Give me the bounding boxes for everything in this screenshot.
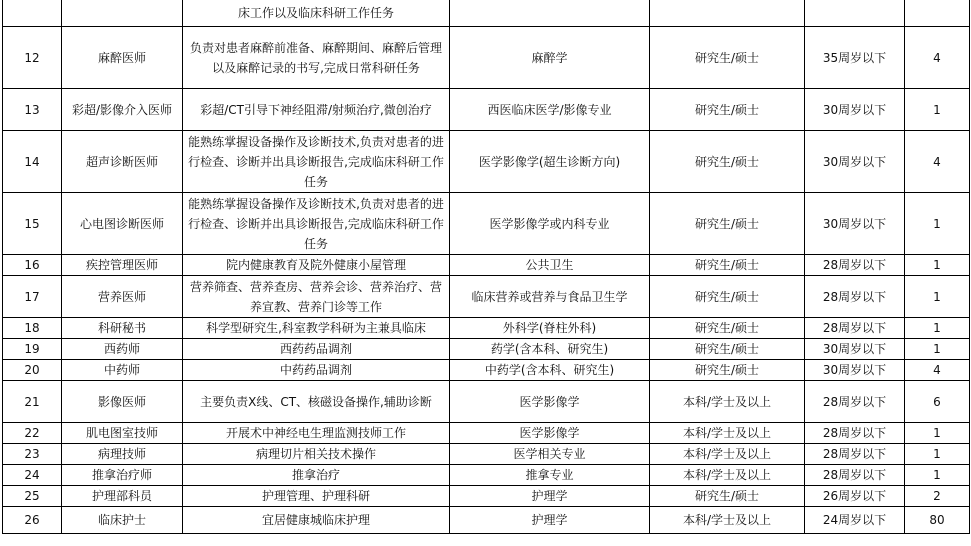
job-education: 研究生/硕士 — [650, 276, 805, 318]
job-number — [3, 0, 62, 27]
job-duty: 彩超/CT引导下神经阻滞/射频治疗,微创治疗 — [183, 89, 450, 131]
job-age-limit: 28周岁以下 — [805, 444, 905, 465]
table-row — [3, 193, 970, 255]
job-table-body — [3, 0, 970, 534]
job-major: 麻醉学 — [450, 27, 650, 89]
job-major: 中药学(含本科、研究生) — [450, 360, 650, 381]
job-headcount: 6 — [905, 381, 970, 423]
job-duty: 护理管理、护理科研 — [183, 486, 450, 507]
table-row — [3, 465, 970, 486]
job-education: 本科/学士及以上 — [650, 381, 805, 423]
job-duty: 床工作以及临床科研工作任务 — [183, 0, 450, 27]
job-title: 推拿治疗师 — [62, 465, 183, 486]
job-education: 研究生/硕士 — [650, 27, 805, 89]
job-title: 西药师 — [62, 339, 183, 360]
job-title: 营养医师 — [62, 276, 183, 318]
job-title: 临床护士 — [62, 507, 183, 534]
job-major: 临床营养或营养与食品卫生学 — [450, 276, 650, 318]
job-age-limit: 28周岁以下 — [805, 381, 905, 423]
job-headcount: 1 — [905, 89, 970, 131]
job-headcount: 1 — [905, 276, 970, 318]
job-duty: 推拿治疗 — [183, 465, 450, 486]
job-age-limit: 26周岁以下 — [805, 486, 905, 507]
job-major: 医学相关专业 — [450, 444, 650, 465]
job-number: 19 — [3, 339, 62, 360]
job-major: 医学影像学(超生诊断方向) — [450, 131, 650, 193]
job-headcount: 80 — [905, 507, 970, 534]
job-duty: 西药药品调剂 — [183, 339, 450, 360]
job-age-limit: 24周岁以下 — [805, 507, 905, 534]
job-education: 本科/学士及以上 — [650, 444, 805, 465]
table-row — [3, 507, 970, 534]
job-education: 研究生/硕士 — [650, 360, 805, 381]
job-duty: 营养筛查、营养查房、营养会诊、营养治疗、营养宣教、营养门诊等工作 — [183, 276, 450, 318]
job-education: 研究生/硕士 — [650, 255, 805, 276]
job-duty: 院内健康教育及院外健康小屋管理 — [183, 255, 450, 276]
job-education: 研究生/硕士 — [650, 339, 805, 360]
job-title: 超声诊断医师 — [62, 131, 183, 193]
table-row — [3, 131, 970, 193]
job-duty: 能熟练掌握设备操作及诊断技术,负责对患者的进行检查、诊断并出具诊断报告,完成临床科研工作任务 — [183, 131, 450, 193]
job-duty: 中药药品调剂 — [183, 360, 450, 381]
job-headcount: 4 — [905, 131, 970, 193]
job-major — [450, 0, 650, 27]
job-duty: 开展术中神经电生理监测技师工作 — [183, 423, 450, 444]
table-row — [3, 89, 970, 131]
job-major: 推拿专业 — [450, 465, 650, 486]
job-major: 外科学(脊柱外科) — [450, 318, 650, 339]
job-duty: 宜居健康城临床护理 — [183, 507, 450, 534]
job-headcount: 1 — [905, 423, 970, 444]
job-major: 医学影像学 — [450, 423, 650, 444]
job-duty: 病理切片相关技术操作 — [183, 444, 450, 465]
job-number: 12 — [3, 27, 62, 89]
job-age-limit: 28周岁以下 — [805, 465, 905, 486]
job-number: 21 — [3, 381, 62, 423]
table-row — [3, 0, 970, 27]
job-age-limit: 30周岁以下 — [805, 131, 905, 193]
table-row — [3, 318, 970, 339]
job-major: 医学影像学 — [450, 381, 650, 423]
job-age-limit — [805, 0, 905, 27]
table-row — [3, 423, 970, 444]
job-education: 本科/学士及以上 — [650, 423, 805, 444]
job-headcount — [905, 0, 970, 27]
job-number: 24 — [3, 465, 62, 486]
job-number: 15 — [3, 193, 62, 255]
job-number: 18 — [3, 318, 62, 339]
job-education — [650, 0, 805, 27]
job-age-limit: 28周岁以下 — [805, 318, 905, 339]
job-major: 药学(含本科、研究生) — [450, 339, 650, 360]
job-headcount: 1 — [905, 339, 970, 360]
job-title: 护理部科员 — [62, 486, 183, 507]
job-number: 26 — [3, 507, 62, 534]
job-duty: 科学型研究生,科室教学科研为主兼具临床 — [183, 318, 450, 339]
job-title: 影像医师 — [62, 381, 183, 423]
job-number: 20 — [3, 360, 62, 381]
job-title: 心电图诊断医师 — [62, 193, 183, 255]
job-title — [62, 0, 183, 27]
job-education: 研究生/硕士 — [650, 89, 805, 131]
job-headcount: 1 — [905, 465, 970, 486]
job-major: 护理学 — [450, 486, 650, 507]
job-education: 本科/学士及以上 — [650, 507, 805, 534]
job-age-limit: 28周岁以下 — [805, 255, 905, 276]
job-number: 23 — [3, 444, 62, 465]
job-headcount: 1 — [905, 318, 970, 339]
job-age-limit: 35周岁以下 — [805, 27, 905, 89]
job-education: 研究生/硕士 — [650, 486, 805, 507]
table-row — [3, 381, 970, 423]
job-education: 研究生/硕士 — [650, 318, 805, 339]
job-number: 13 — [3, 89, 62, 131]
job-age-limit: 30周岁以下 — [805, 360, 905, 381]
job-headcount: 4 — [905, 360, 970, 381]
job-education: 研究生/硕士 — [650, 193, 805, 255]
job-headcount: 4 — [905, 27, 970, 89]
job-title: 中药师 — [62, 360, 183, 381]
job-age-limit: 30周岁以下 — [805, 89, 905, 131]
job-age-limit: 28周岁以下 — [805, 276, 905, 318]
job-title: 彩超/影像介入医师 — [62, 89, 183, 131]
table-row — [3, 486, 970, 507]
job-headcount: 2 — [905, 486, 970, 507]
table-row — [3, 444, 970, 465]
table-row — [3, 255, 970, 276]
job-headcount: 1 — [905, 255, 970, 276]
job-title: 麻醉医师 — [62, 27, 183, 89]
job-number: 17 — [3, 276, 62, 318]
job-education: 研究生/硕士 — [650, 131, 805, 193]
job-title: 病理技师 — [62, 444, 183, 465]
job-age-limit: 30周岁以下 — [805, 193, 905, 255]
job-age-limit: 28周岁以下 — [805, 423, 905, 444]
job-number: 22 — [3, 423, 62, 444]
job-table — [2, 0, 970, 534]
job-duty: 负责对患者麻醉前准备、麻醉期间、麻醉后管理以及麻醉记录的书写,完成日常科研任务 — [183, 27, 450, 89]
job-education: 本科/学士及以上 — [650, 465, 805, 486]
table-row — [3, 276, 970, 318]
job-duty: 能熟练掌握设备操作及诊断技术,负责对患者的进行检查、诊断并出具诊断报告,完成临床科研工作任务 — [183, 193, 450, 255]
job-major: 公共卫生 — [450, 255, 650, 276]
table-row — [3, 339, 970, 360]
job-title: 科研秘书 — [62, 318, 183, 339]
job-headcount: 1 — [905, 444, 970, 465]
job-headcount: 1 — [905, 193, 970, 255]
job-number: 25 — [3, 486, 62, 507]
table-row — [3, 360, 970, 381]
job-title: 疾控管理医师 — [62, 255, 183, 276]
job-duty: 主要负责X线、CT、核磁设备操作,辅助诊断 — [183, 381, 450, 423]
job-age-limit: 30周岁以下 — [805, 339, 905, 360]
job-major: 医学影像学或内科专业 — [450, 193, 650, 255]
job-major: 护理学 — [450, 507, 650, 534]
job-title: 肌电图室技师 — [62, 423, 183, 444]
table-row — [3, 27, 970, 89]
job-number: 14 — [3, 131, 62, 193]
job-number: 16 — [3, 255, 62, 276]
job-major: 西医临床医学/影像专业 — [450, 89, 650, 131]
